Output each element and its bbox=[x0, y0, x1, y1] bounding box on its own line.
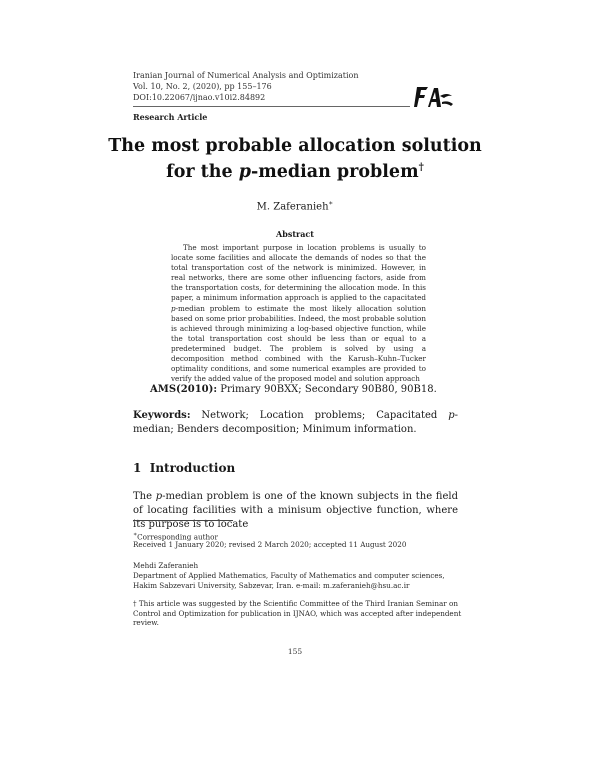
footnote-author: Mehdi Zaferanieh bbox=[133, 561, 199, 570]
journal-name: Iranian Journal of Numerical Analysis and Optimization bbox=[133, 71, 359, 80]
section-title: Introduction bbox=[149, 461, 236, 475]
keywords: Keywords: Network; Location problems; Capacitated p-median; Benders decomposition; Minimum information. bbox=[133, 410, 458, 435]
footnote-dagger: † This article was suggested by the Scientific Committee of the Third Iranian Seminar on Control and Optimization for publication in IJNAO, which was accepted after independent review. bbox=[133, 599, 462, 628]
header-rule bbox=[133, 106, 410, 107]
abstract-body: The most important purpose in location problems is usually to locate some facilities and allocate the demands of nodes so that the total transportation cost of the network is minimized. However, in real networks, there are some other influencing factors, aside from the transportation costs, for determining the allocation mode. In this paper, a minimum information approach is applied to the capacitated p-median problem to estimate the most likely allocation solution based on some prior probabilities. Indeed, the most probable solution is achieved through minimizing a log-based objective function, while the total transportation cost should be less than or equal to a predetermined budget. The problem is solved by using a decomposition method combined with the Karush–Kuhn–Tucker optimality conditions, and some numerical examples are provided to verify the added value of the proposed model and solution approach bbox=[171, 243, 426, 384]
author-name: M. Zaferanieh bbox=[256, 201, 329, 213]
keywords-label: Keywords: bbox=[133, 410, 191, 421]
journal-logo-icon bbox=[414, 84, 454, 110]
ams-classification bbox=[150, 384, 437, 395]
journal-logo bbox=[414, 84, 454, 110]
page-number: 155 bbox=[287, 647, 303, 656]
footnote-received: Received 1 January 2020; revised 2 March 2020; accepted 11 August 2020 bbox=[133, 540, 407, 549]
title-dagger: † bbox=[418, 162, 424, 173]
article-type: Research Article bbox=[133, 112, 208, 122]
ams-label: AMS(2010): bbox=[150, 384, 218, 395]
intro-paragraph: The p-median problem is one of the known subjects in the field of locating facilities with a minisum objective function, where its purpose is to locate bbox=[133, 491, 458, 530]
footnote-rule bbox=[133, 520, 233, 521]
ams-text: Primary 90BXX; Secondary 90B80, 90B18. bbox=[220, 384, 437, 395]
author-line bbox=[100, 199, 490, 212]
footnote-corresponding: ∗Corresponding author bbox=[133, 531, 218, 542]
author-mark: ∗ bbox=[328, 199, 334, 207]
section-heading bbox=[133, 461, 235, 475]
abstract-heading: Abstract bbox=[276, 229, 314, 239]
title-line-2: for the p-median problem† bbox=[166, 161, 424, 182]
journal-volume: Vol. 10, No. 2, (2020), pp 155–176 bbox=[133, 82, 272, 91]
title-line-1: The most probable allocation solution bbox=[108, 136, 482, 156]
section-number: 1 bbox=[133, 461, 142, 475]
footnote-affiliation: Department of Applied Mathematics, Faculty of Mathematics and computer sciences, Hakim Sabzevari University, Sabzevar, Iran. e-mail: m.zaferanieh@hsu.ac.ir bbox=[133, 571, 445, 590]
journal-doi: DOI:10.22067/ijnao.v10i2.84892 bbox=[133, 93, 266, 102]
paper-title bbox=[100, 136, 490, 183]
